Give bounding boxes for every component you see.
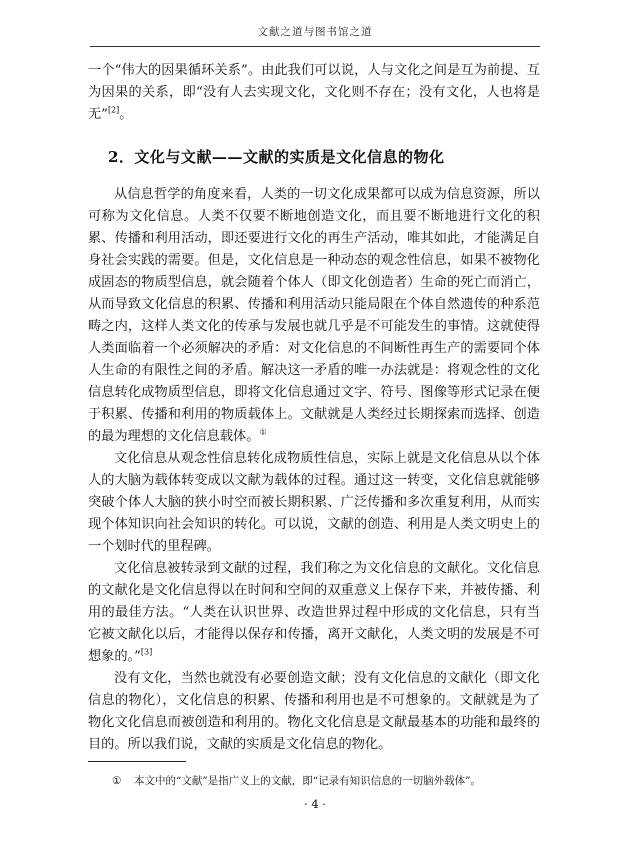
paragraph-2: 文化信息从观念性信息转化成物质性信息，实际上就是文化信息从以个体人的大脑为载体转变成以文献为载体的过程。通过这一转变，文化信息就能够突破个体人大脑的狭小时空而被长期积累、广泛传播和多次重复利用，从而实现个体知识向社会知识的转化。可以说，文献的创造、利用是人类文明史上的一个划时代的里程碑。 bbox=[88, 451, 540, 554]
footnote-ref: ① bbox=[259, 427, 267, 437]
section-heading: 2．文化与文献——文献的实质是文化信息的物化 bbox=[108, 148, 445, 166]
running-header: 文献之道与图书馆之道 bbox=[257, 26, 373, 38]
citation-3: [3] bbox=[140, 647, 153, 657]
footnote-text: 本文中的“文献”是指广义上的文献，即“记录有知识信息的一切脑外载体”。 bbox=[134, 775, 481, 787]
paragraph-1 bbox=[88, 184, 540, 448]
paragraph-4: 没有文化，当然也就没有必要创造文献；没有文化信息的文献化（即文化信息的物化），文化信息的积累、传播和利用也是不可想象的。文献就是为了物化文化信息而被创造和利用的。物化文化信息是文献最基本的功能和最终的目的。所以我们说，文献的实质是文化信息的物化。 bbox=[88, 671, 540, 752]
footnote-mark: ① bbox=[112, 775, 122, 787]
paragraph-3 bbox=[88, 558, 540, 668]
footnote-rule bbox=[88, 761, 186, 762]
intro-text: 一个“伟大的因果循环关系”。由此我们可以说，人与文化之间是互为前提、互为因果的关系，即“没有人去实现文化，文化则不存在；没有文化，人也将是无” bbox=[88, 63, 540, 122]
page-body bbox=[88, 60, 540, 756]
paragraph-3-text: 文化信息被转录到文献的过程，我们称之为文化信息的文献化。文化信息的文献化是文化信息得以在时间和空间的双重意义上保存下来，并被传播、利用的最佳方法。“人类在认识世界、改造世界过程中形成的文化信息，只有当它被文献化以后，才能得以保存和传播，离开文献化，人类文明的发展是不可想象的。” bbox=[88, 561, 540, 664]
header-rule bbox=[90, 46, 540, 47]
intro-paragraph bbox=[88, 60, 540, 126]
paragraph-1-text: 从信息哲学的角度来看，人类的一切文化成果都可以成为信息资源，所以可称为文化信息。人类不仅要不断地创造文化，而且要不断地进行文化的积累、传播和利用活动，即还要进行文化的再生产活动，唯其如此，才能满足自身社会实践的需要。但是，文化信息是一种动态的观念性信息，如果不被物化成固态的物质型信息，就会随着个体人（即文化创造者）生命的死亡而消亡，从而导致文化信息的积累、传播和利用活动只能局限在个体自然遗传的种系范畴之内，这样人类文化的传承与发展也就几乎是不可能发生的事情。这就使得人类面临着一个必须解决的矛盾：对文化信息的不间断性再生产的需要同个体人生命的有限性之间的矛盾。解决这一矛盾的唯一办法就是：将观念性的文化信息转化成物质型信息，即将文化信息通过文字、符号、图像等形式记录在便于积累、传播和利用的物质载体上。文献就是人类经过长期探索而选择、创造的最为理想的文化信息载体。 bbox=[88, 187, 540, 444]
page-number: · 4 · bbox=[304, 797, 326, 811]
footnote bbox=[112, 774, 542, 788]
citation-2: [2] bbox=[107, 105, 120, 115]
intro-end: 。 bbox=[119, 107, 133, 122]
